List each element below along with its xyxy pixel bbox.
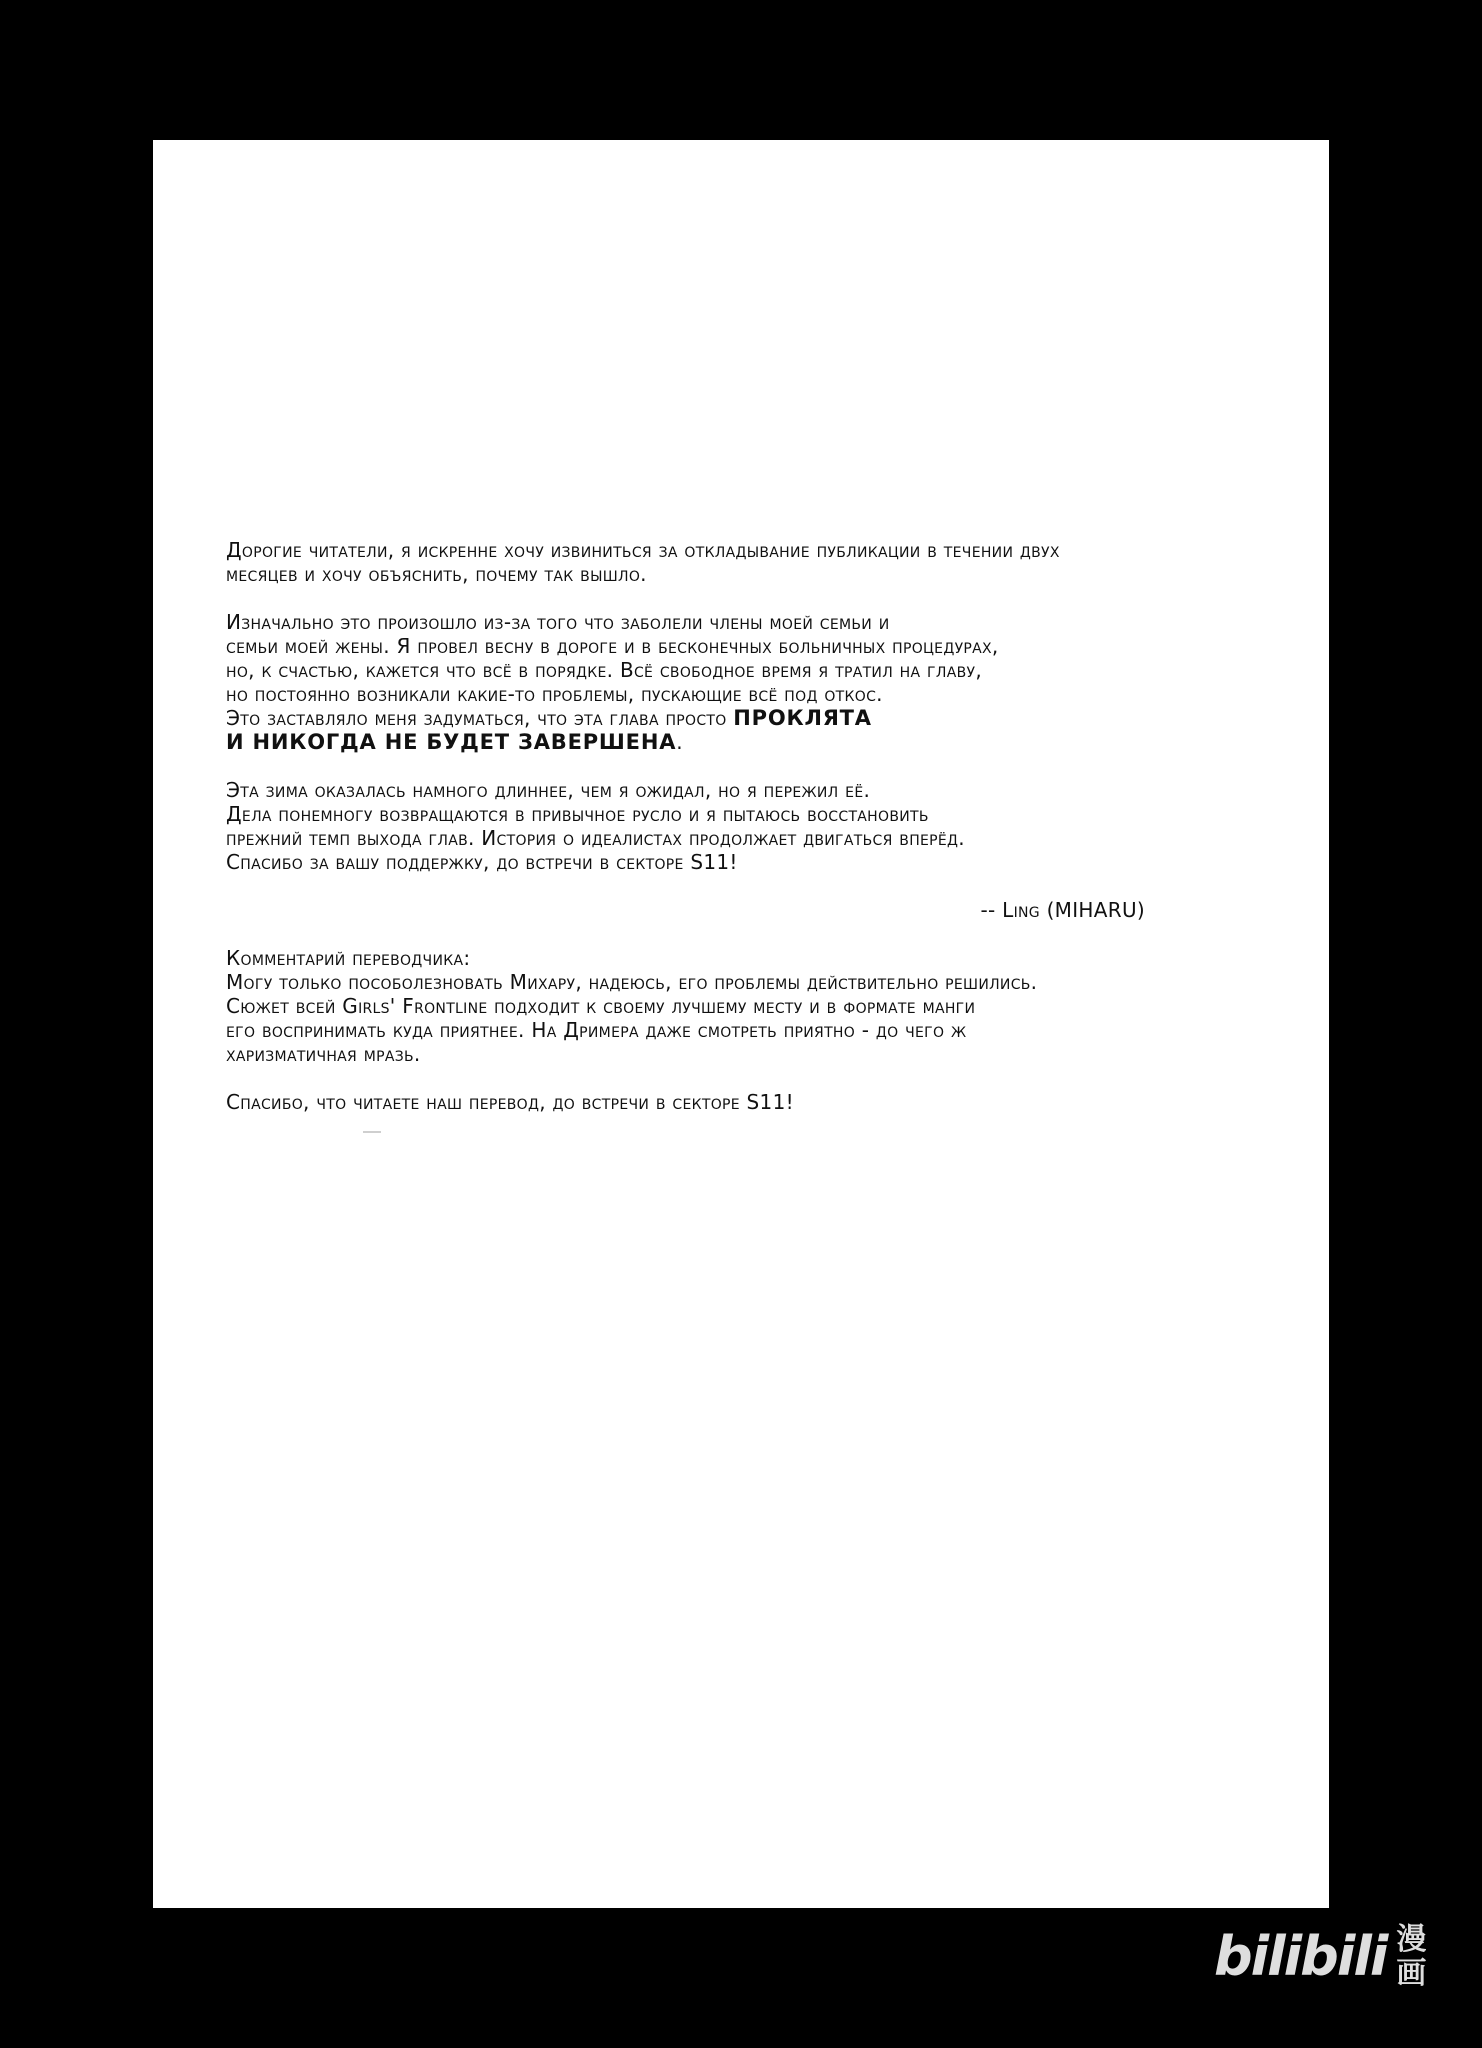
text-line bbox=[226, 730, 1286, 754]
author-signature: -- Ling (MIHARU) bbox=[980, 898, 1145, 922]
translator-comment bbox=[226, 946, 1286, 1066]
manga-glyph-top: 漫 bbox=[1396, 1922, 1427, 1957]
apology-paragraph bbox=[226, 538, 1286, 586]
text-line: Изначально это произошло из-за того что заболели члены моей семьи и bbox=[226, 610, 890, 634]
paper-speck bbox=[363, 1131, 381, 1133]
text-line: Сюжет всей Girls' Frontline подходит к своему лучшему месту и в формате манги bbox=[226, 994, 976, 1018]
text-line: Дела понемногу возвращаются в привычное русло и я пытаюсь восстановить bbox=[226, 802, 929, 826]
manga-logo-glyphs bbox=[1396, 1923, 1426, 1991]
text-line: Эта зима оказалась намного длиннее, чем я ожидал, но я пережил её. bbox=[226, 778, 871, 802]
text-line: Могу только пособолезновать Михару, надеюсь, его проблемы действительно решились. bbox=[226, 970, 1038, 994]
bilibili-manga-watermark bbox=[1214, 1918, 1426, 1996]
text-line: месяцев и хочу объяснить, почему так вышло. bbox=[226, 562, 647, 586]
translator-closing: Спасибо, что читаете наш перевод, до встречи в секторе S11! bbox=[226, 1090, 794, 1114]
manga-page bbox=[153, 140, 1329, 1908]
update-paragraph bbox=[226, 778, 1286, 874]
text-line bbox=[226, 706, 1286, 730]
text-line: прежний темп выхода глав. История о идеалистах продолжает двигаться вперёд. bbox=[226, 826, 965, 850]
text-line: Дорогие читатели, я искренне хочу извиниться за откладывание публикации в течении двух bbox=[226, 538, 1060, 562]
manga-glyph-bottom: 画 bbox=[1396, 1956, 1427, 1991]
author-note bbox=[226, 538, 1286, 1114]
text-fragment: . bbox=[676, 730, 683, 754]
explanation-paragraph bbox=[226, 610, 1286, 754]
text-line: но постоянно возникали какие-то проблемы, пускающие всё под откос. bbox=[226, 682, 883, 706]
bilibili-logo-text: bilibili bbox=[1214, 1925, 1387, 1988]
emphasis-text: ПРОКЛЯТА bbox=[733, 706, 872, 730]
text-fragment: Это заставляло меня задуматься, что эта глава просто bbox=[226, 706, 734, 730]
text-line: Спасибо за вашу поддержку, до встречи в секторе S11! bbox=[226, 850, 738, 874]
text-line: его воспринимать куда приятнее. На Дримера даже смотреть приятно - до чего ж bbox=[226, 1018, 967, 1042]
translator-heading: Комментарий переводчика: bbox=[226, 946, 471, 970]
text-line: харизматичная мразь. bbox=[226, 1042, 421, 1066]
emphasis-text: И НИКОГДА НЕ БУДЕТ ЗАВЕРШЕНА bbox=[226, 730, 677, 754]
text-line: семьи моей жены. Я провел весну в дороге и в бесконечных больничных процедурах, bbox=[226, 634, 999, 658]
text-line: но, к счастью, кажется что всё в порядке. Всё свободное время я тратил на главу, bbox=[226, 658, 982, 682]
